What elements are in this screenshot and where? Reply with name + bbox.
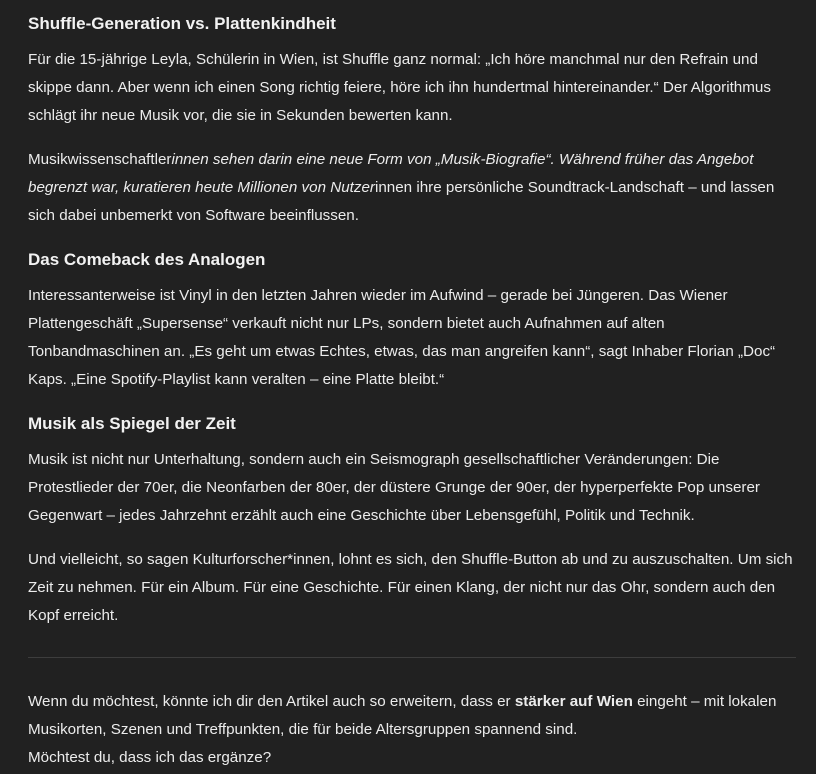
paragraph-musikwissenschaft	[28, 146, 798, 230]
section-heading-spiegel: Musik als Spiegel der Zeit	[28, 414, 236, 433]
followup-text: eingeht – mit lokalen Musikorten, Szenen und Treffpunkten, die für beide Altersgruppen spannend sind.	[28, 693, 777, 738]
followup-bold: stärker auf Wien	[514, 693, 633, 710]
followup-text: Wenn du möchtest, könnte ich dir den Artikel auch so erweitern, dass er	[28, 693, 515, 710]
paragraph-text: Musikwissenschaftler	[28, 151, 172, 168]
paragraph-text: innen ihre persönliche Soundtrack-Landschaft – und lassen sich dabei unbemerkt von Software beeinflussen.	[28, 179, 775, 224]
section-heading-shuffle: Shuffle-Generation vs. Plattenkindheit	[28, 14, 336, 33]
section-heading-analog: Das Comeback des Analogen	[28, 250, 266, 269]
followup-paragraph	[28, 688, 798, 772]
paragraph-leyla: Für die 15-jährige Leyla, Schülerin in Wien, ist Shuffle ganz normal: „Ich höre manchmal nur den Refrain und skippe dann. Aber wenn ich einen Song richtig feiere, höre ich ihn hundertmal hintereinander.“ Der Algorithmus schlägt ihr neue Musik vor, die sie in Sekunden bewerten kann.	[28, 51, 771, 124]
divider	[28, 657, 796, 658]
paragraph-seismograph: Musik ist nicht nur Unterhaltung, sondern auch ein Seismograph gesellschaftlicher Veränderungen: Die Protestlieder der 70er, die Neonfarben der 80er, der düstere Grunge der 90er, der hyperperfekte Pop unserer Gegenwart – jedes Jahrzehnt erzählt auch eine Geschichte über Lebensgefühl, Politik und Technik.	[28, 451, 760, 524]
paragraph-vinyl: Interessanterweise ist Vinyl in den letzten Jahren wieder im Aufwind – gerade bei Jüngeren. Das Wiener Plattengeschäft „Supersense“ verkauft nicht nur LPs, sondern bietet auch Aufnahmen auf alten Tonbandmaschinen an. „Es geht um etwas Echtes, etwas, das man angreifen kann“, sagt Inhaber Florian „Doc“ Kaps. „Eine Spotify-Playlist kann veralten – eine Platte bleibt.“	[28, 287, 776, 388]
italic-text: innen sehen darin eine neue Form von „Musik-Biografie“. Während früher das Angebot begrenzt war, kuratieren heute Millionen von Nutzer	[28, 151, 754, 196]
paragraph-shuffle-button: Und vielleicht, so sagen Kulturforscher*innen, lohnt es sich, den Shuffle-Button ab und zu auszuschalten. Um sich Zeit zu nehmen. Für ein Album. Für eine Geschichte. Für einen Klang, der nicht nur das Ohr, sondern auch den Kopf erreicht.	[28, 551, 793, 624]
followup-question: Möchtest du, dass ich das ergänze?	[28, 749, 272, 766]
